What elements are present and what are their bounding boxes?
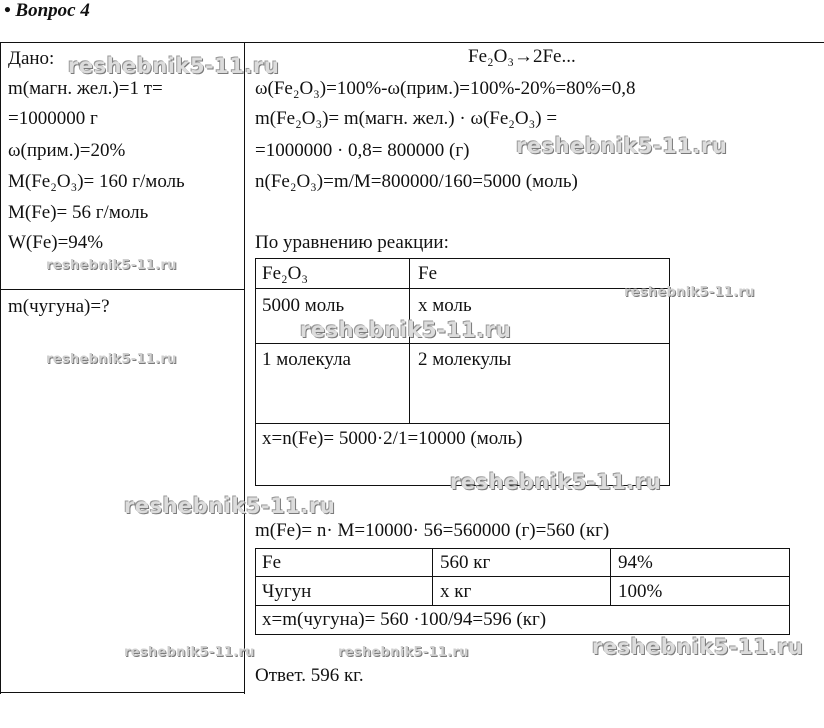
given-line: m(магн. жел.)=1 т= — [8, 78, 163, 99]
table2-cell: 94% — [618, 552, 653, 573]
table1-header: Fe₂O₃ — [262, 263, 308, 284]
frame-top — [0, 42, 824, 43]
mass-fe-line: m(Fe)= n· M=10000· 56=560000 (г)=560 (кг) — [255, 520, 610, 541]
given-line: M(Fe)= 56 г/моль — [8, 202, 149, 223]
watermark: reshebnik5-11.ru — [46, 352, 177, 367]
frame-bottom — [0, 692, 245, 693]
table1-cell: 5000 моль — [262, 295, 345, 316]
by-equation-label: По уравнению реакции: — [255, 232, 449, 253]
given-title: Дано: — [8, 48, 55, 69]
table2-footer: x=m(чугуна)= 560 ·100/94=596 (кг) — [262, 609, 547, 630]
watermark: reshebnik5-11.ru — [124, 645, 255, 660]
watermark: reshebnik5-11.ru — [624, 285, 755, 300]
watermark: reshebnik5-11.ru — [68, 54, 280, 78]
watermark: reshebnik5-11.ru — [338, 645, 469, 660]
table2-cell: 560 кг — [440, 552, 491, 573]
given-line: M(Fe₂O₃)= 160 г/моль — [8, 171, 185, 192]
table2-cell: Fe — [262, 552, 281, 573]
table1-cell: x моль — [418, 295, 472, 316]
watermark: reshebnik5-11.ru — [450, 470, 662, 494]
solution-line: ω(Fe₂O₃)=100%-ω(прим.)=100%-20%=80%=0,8 — [255, 78, 636, 99]
question-heading: • Вопрос 4 — [4, 0, 90, 21]
table1-cell: 2 молекулы — [418, 349, 512, 370]
given-line: W(Fe)=94% — [8, 232, 104, 253]
find-line: m(чугуна)=? — [8, 296, 110, 317]
table1-cell: 1 молекула — [262, 349, 351, 370]
frame-left — [0, 42, 1, 694]
solution-line: n(Fe₂O₃)=m/M=800000/160=5000 (моль) — [255, 171, 578, 192]
table2-cell: 100% — [618, 581, 663, 602]
watermark: reshebnik5-11.ru — [592, 635, 804, 659]
solution-line: =1000000 · 0,8= 800000 (г) — [255, 140, 470, 161]
watermark: reshebnik5-11.ru — [124, 494, 336, 518]
given-find-divider — [0, 289, 244, 290]
table1-header: Fe — [418, 263, 437, 284]
table2-cell: Чугун — [262, 581, 312, 602]
given-line: ω(прим.)=20% — [8, 140, 126, 161]
frame-divider — [244, 42, 245, 694]
watermark: reshebnik5-11.ru — [516, 134, 728, 158]
solution-line: m(Fe₂O₃)= m(магн. жел.) · ω(Fe₂O₃) = — [255, 108, 558, 129]
table2-cell: x кг — [440, 581, 472, 602]
reaction-equation: Fe₂O₃→2Fe... — [468, 46, 576, 67]
table1-footer: x=n(Fe)= 5000·2/1=10000 (моль) — [262, 428, 523, 449]
given-line: =1000000 г — [8, 108, 98, 129]
answer-line: Ответ. 596 кг. — [255, 665, 364, 686]
watermark: reshebnik5-11.ru — [300, 318, 512, 342]
watermark: reshebnik5-11.ru — [46, 258, 177, 273]
